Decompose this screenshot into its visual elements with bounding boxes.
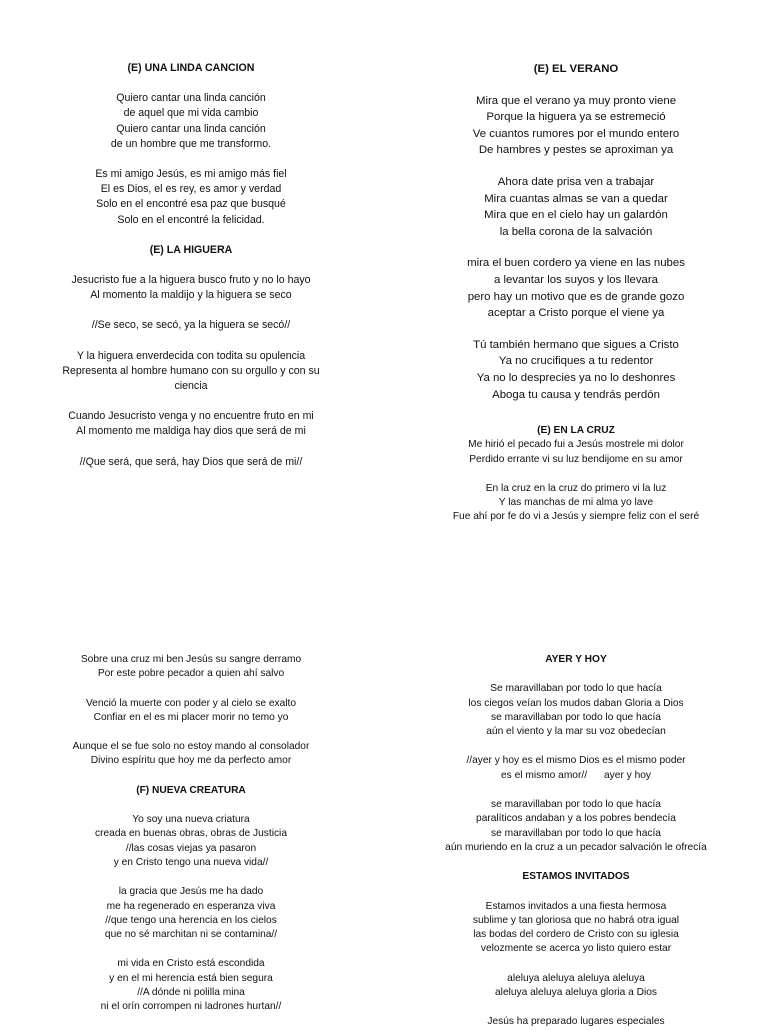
lyric-line: Porque la higuera ya se estremeció	[486, 111, 666, 124]
lyric-line: //las cosas viejas ya pasaron	[125, 842, 257, 854]
lyric-line: Y la higuera enverdecida con todita su opulencia	[76, 349, 306, 362]
lyric-line: Y las manchas de mi alma yo lave	[498, 497, 654, 509]
song-title: ESTAMOS INVITADOS	[522, 871, 630, 883]
lyric-line: Se maravillaban por todo lo que hacía	[490, 683, 662, 695]
lyric-line: Quiero cantar una linda canción	[116, 122, 266, 135]
lyric-line: Tú también hermano que sigues a Cristo	[473, 338, 679, 351]
lyric-line: se maravillaban por todo lo que hacía	[491, 827, 661, 839]
lyric-line: En la cruz en la cruz do primero vi la luz	[485, 482, 667, 494]
lyric-line: Yo soy una nueva criatura	[132, 814, 250, 826]
lyric-line: Estamos invitados a una fiesta hermosa	[485, 900, 667, 912]
lyric-line: la bella corona de la salvación	[499, 225, 653, 238]
song-title: (E) EL VERANO	[533, 63, 619, 75]
lyric-line: Ya no lo desprecies ya no lo deshonres	[476, 371, 676, 384]
lyric-line: //A dónde ni polilla mina	[137, 987, 245, 999]
lyric-line: pero hay un motivo que es de grande gozo	[467, 290, 685, 303]
lyric-line: Jesús ha preparado lugares especiales	[487, 1016, 665, 1028]
lyric-line: creada en buenas obras, obras de Justicia	[95, 828, 287, 840]
lyric-line: de un hombre que me transformo.	[110, 137, 272, 150]
lyric-line: El es Dios, el es rey, es amor y verdad	[100, 183, 282, 196]
lyric-line: aceptar a Cristo porque el viene ya	[487, 307, 665, 320]
lyric-line: y en Cristo tengo una nueva vida//	[113, 856, 269, 868]
lyric-line: Solo en el encontré esa paz que busqué	[96, 198, 286, 211]
lyric-line: De hambres y pestes se aproximan ya	[478, 144, 674, 157]
lyric-line: las bodas del cordero de Cristo con su iglesia	[473, 929, 679, 941]
lyric-line: a levantar los suyos y los llevara	[494, 273, 658, 286]
lyric-line: Sobre una cruz mi ben Jesús su sangre derramo	[80, 654, 302, 665]
lyric-line: Quiero cantar una linda canción	[116, 92, 266, 105]
lyric-line: es el mismo amor// ayer y hoy	[500, 769, 652, 781]
lyric-line: aún muriendo en la cruz a un pecador salvación le ofrecía	[445, 841, 707, 853]
song-title: AYER Y HOY	[545, 654, 607, 665]
lyric-line: se maravillaban por todo lo que hacía	[491, 711, 661, 723]
lyric-line: Mira que en el cielo hay un galardón	[484, 209, 668, 222]
lyric-line: Venció la muerte con poder y al cielo se exalto	[85, 697, 297, 709]
lyric-line: Solo en el encontré la felicidad.	[117, 213, 265, 226]
lyric-line: sublime y tan gloriosa que no habrá otra igual	[472, 914, 680, 926]
lyric-line: de aquel que mi vida cambio	[123, 107, 259, 120]
lyric-line: //ayer y hoy es el mismo Dios es el mismo poder	[466, 755, 686, 767]
lyric-line: mira el buen cordero ya viene en las nubes	[467, 257, 685, 270]
lyric-line: Mira que el verano ya muy pronto viene	[475, 94, 677, 107]
lyric-line: Me hirió el pecado fui a Jesús mostrele mi dolor	[468, 439, 684, 451]
lyric-line: Cuando Jesucristo venga y no encuentre fruto en mi	[68, 410, 314, 423]
panel-bottom-right	[392, 653, 760, 1030]
lyric-line: mi vida en Cristo está escondida	[117, 958, 265, 970]
lyric-line: Fue ahí por fe do vi a Jesús y siempre feliz con el seré	[452, 511, 700, 523]
lyric-line: aleluya aleluya aleluya gloria a Dios	[495, 987, 657, 999]
lyric-line: //que tengo una herencia en los cielos	[105, 914, 277, 926]
lyric-line: la gracia que Jesús me ha dado	[118, 886, 264, 898]
lyric-line: que no sé marchitan ni se contamina//	[104, 929, 278, 941]
lyric-line: aleluya aleluya aleluya aleluya	[507, 972, 645, 984]
lyric-line: y en el mi herencia está bien segura	[109, 972, 273, 984]
lyric-line: me ha regenerado en esperanza viva	[106, 900, 276, 912]
song-title: (E) LA HIGUERA	[149, 243, 233, 256]
song-title: (F) NUEVA CREATURA	[136, 784, 246, 796]
lyric-line: aún el viento y la mar su voz obedecían	[486, 726, 666, 738]
lyric-line: Jesucristo fue a la higuera busco fruto y no lo hayo	[71, 274, 311, 287]
lyric-line: Aboga tu causa y tendrás perdón	[492, 388, 660, 401]
lyric-line: velozmente se acerca yo listo quiero estar	[480, 943, 672, 955]
lyric-line: paralíticos andaban y a los pobres bendecía	[476, 813, 676, 825]
lyric-line: Ahora date prisa ven a trabajar	[497, 175, 655, 188]
lyric-line: Ya no crucifiques a tu redentor	[498, 355, 654, 368]
lyric-line: Por este pobre pecador a quien ahí salvo	[97, 668, 285, 680]
lyric-line: //Que será, que será, hay Dios que será de mi//	[79, 455, 303, 468]
lyric-line: ni el orín corrompen ni ladrones hurtan//	[100, 1001, 282, 1013]
panel-top-right-lower	[392, 424, 760, 525]
panel-bottom-left	[8, 653, 374, 1015]
lyric-line: Representa al hombre humano con su orgullo y con su	[62, 364, 320, 377]
panel-top-right	[392, 61, 760, 403]
song-title: (E) EN LA CRUZ	[537, 425, 615, 436]
lyric-line: los ciegos veían los mudos daban Gloria a Dios	[468, 697, 684, 709]
lyric-line: Al momento me maldiga hay dios que será de mi	[76, 425, 306, 438]
lyric-line: Perdido errante vi su luz bendijome en su amor	[469, 453, 683, 465]
lyric-line: Aunque el se fue solo no estoy mando al consolador	[72, 741, 310, 753]
lyric-line: //Se seco, se secó, ya la higuera se secó//	[91, 319, 291, 332]
lyric-line: Ve cuantos rumores por el mundo entero	[472, 127, 680, 140]
lyric-line: Es mi amigo Jesús, es mi amigo más fiel	[95, 168, 287, 181]
lyric-line: Al momento la maldijo y la higuera se seco	[90, 289, 292, 302]
lyric-line: se maravillaban por todo lo que hacía	[491, 799, 661, 811]
lyric-line: Divino espíritu que hoy me da perfecto amor	[90, 755, 292, 767]
song-title: (E) UNA LINDA CANCION	[127, 62, 255, 74]
lyric-line: ciencia	[174, 380, 208, 393]
lyric-line: Mira cuantas almas se van a quedar	[484, 192, 668, 205]
lyric-line: Confiar en el es mi placer morir no temo yo	[93, 711, 289, 723]
panel-top-left	[8, 61, 374, 470]
